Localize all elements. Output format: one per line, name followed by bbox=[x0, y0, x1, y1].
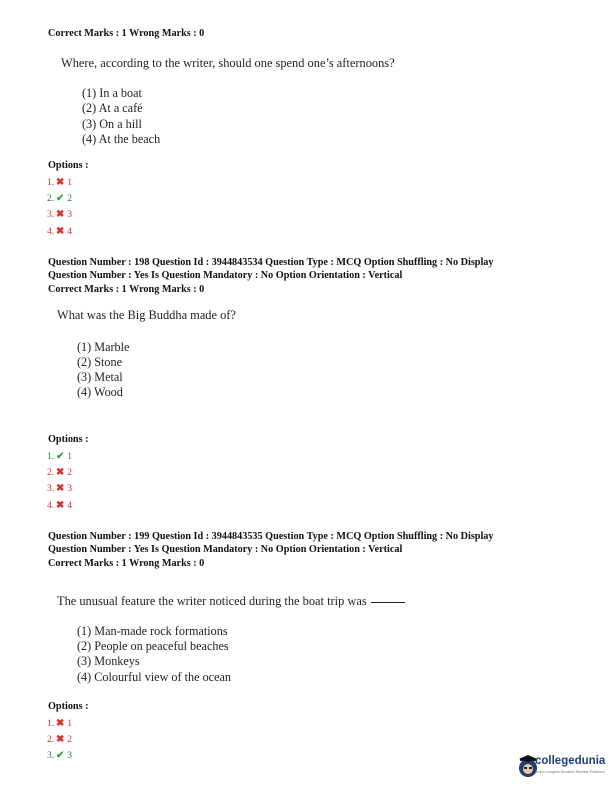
q198-choice-1: (1) Marble bbox=[77, 340, 130, 354]
q197-option-3: 3. ✖ 3 bbox=[47, 209, 72, 220]
q197-choice-3: (3) On a hill bbox=[82, 117, 142, 131]
q199-choice-1: (1) Man-made rock formations bbox=[77, 624, 228, 638]
collegedunia-logo-text: collegedunia bbox=[535, 755, 606, 767]
q198-option-2: 2. ✖ 2 bbox=[47, 467, 72, 478]
q198-choice-2: (2) Stone bbox=[77, 355, 123, 369]
q198-marks: Correct Marks : 1 Wrong Marks : 0 bbox=[48, 284, 205, 295]
check-icon: ✔ bbox=[56, 451, 65, 462]
q198-option-1: 1. ✔ 1 bbox=[47, 451, 72, 462]
q199-choice-4: (4) Colourful view of the ocean bbox=[77, 670, 231, 684]
q198-choice-3: (3) Metal bbox=[77, 370, 123, 384]
q199-option-2: 2. ✖ 2 bbox=[47, 734, 72, 745]
q197-choice-4: (4) At the beach bbox=[82, 132, 161, 146]
cross-icon: ✖ bbox=[56, 177, 65, 188]
q199-option-1: 1. ✖ 1 bbox=[47, 718, 72, 729]
cross-icon: ✖ bbox=[56, 483, 65, 494]
q197-options-label: Options : bbox=[48, 160, 89, 171]
q199-question: The unusual feature the writer noticed during the boat trip was bbox=[57, 594, 367, 608]
q197-option-4: 4. ✖ 4 bbox=[47, 226, 72, 237]
q199-options-label: Options : bbox=[48, 701, 89, 712]
q197-choice-1: (1) In a boat bbox=[82, 86, 142, 100]
q197-option-2: 2. ✔ 2 bbox=[47, 193, 72, 204]
collegedunia-tagline: India's largest Student Review Platform bbox=[535, 769, 605, 774]
cross-icon: ✖ bbox=[56, 226, 65, 237]
cross-icon: ✖ bbox=[56, 467, 65, 478]
q197-marks: Correct Marks : 1 Wrong Marks : 0 bbox=[48, 28, 205, 39]
check-icon: ✔ bbox=[56, 193, 65, 204]
q197-choice-2: (2) At a café bbox=[82, 101, 143, 115]
q199-choice-2: (2) People on peaceful beaches bbox=[77, 639, 229, 653]
cross-icon: ✖ bbox=[56, 209, 65, 220]
q198-options-label: Options : bbox=[48, 434, 89, 445]
q198-question: What was the Big Buddha made of? bbox=[57, 308, 236, 322]
q198-choice-4: (4) Wood bbox=[77, 385, 123, 399]
q199-choice-3: (3) Monkeys bbox=[77, 654, 140, 668]
q197-question: Where, according to the writer, should one spend one’s afternoons? bbox=[61, 56, 395, 70]
cross-icon: ✖ bbox=[56, 718, 65, 729]
q198-option-4: 4. ✖ 4 bbox=[47, 500, 72, 511]
cross-icon: ✖ bbox=[56, 500, 65, 511]
q199-marks: Correct Marks : 1 Wrong Marks : 0 bbox=[48, 558, 205, 569]
q198-meta-line-1: Question Number : 198 Question Id : 3944843534 Question Type : MCQ Option Shuffling : No Display bbox=[48, 257, 494, 268]
q197-option-1: 1. ✖ 1 bbox=[47, 177, 72, 188]
q199-question-line bbox=[57, 594, 405, 609]
cross-icon: ✖ bbox=[56, 734, 65, 745]
q199-meta-line-1: Question Number : 199 Question Id : 3944843535 Question Type : MCQ Option Shuffling : No Display bbox=[48, 531, 494, 542]
q198-option-3: 3. ✖ 3 bbox=[47, 483, 72, 494]
answer-blank bbox=[371, 602, 405, 603]
check-icon: ✔ bbox=[56, 750, 65, 761]
q199-option-3: 3. ✔ 3 bbox=[47, 750, 72, 761]
q198-meta-line-2: Question Number : Yes Is Question Mandatory : No Option Orientation : Vertical bbox=[48, 270, 403, 281]
q199-meta-line-2: Question Number : Yes Is Question Mandatory : No Option Orientation : Vertical bbox=[48, 544, 403, 555]
